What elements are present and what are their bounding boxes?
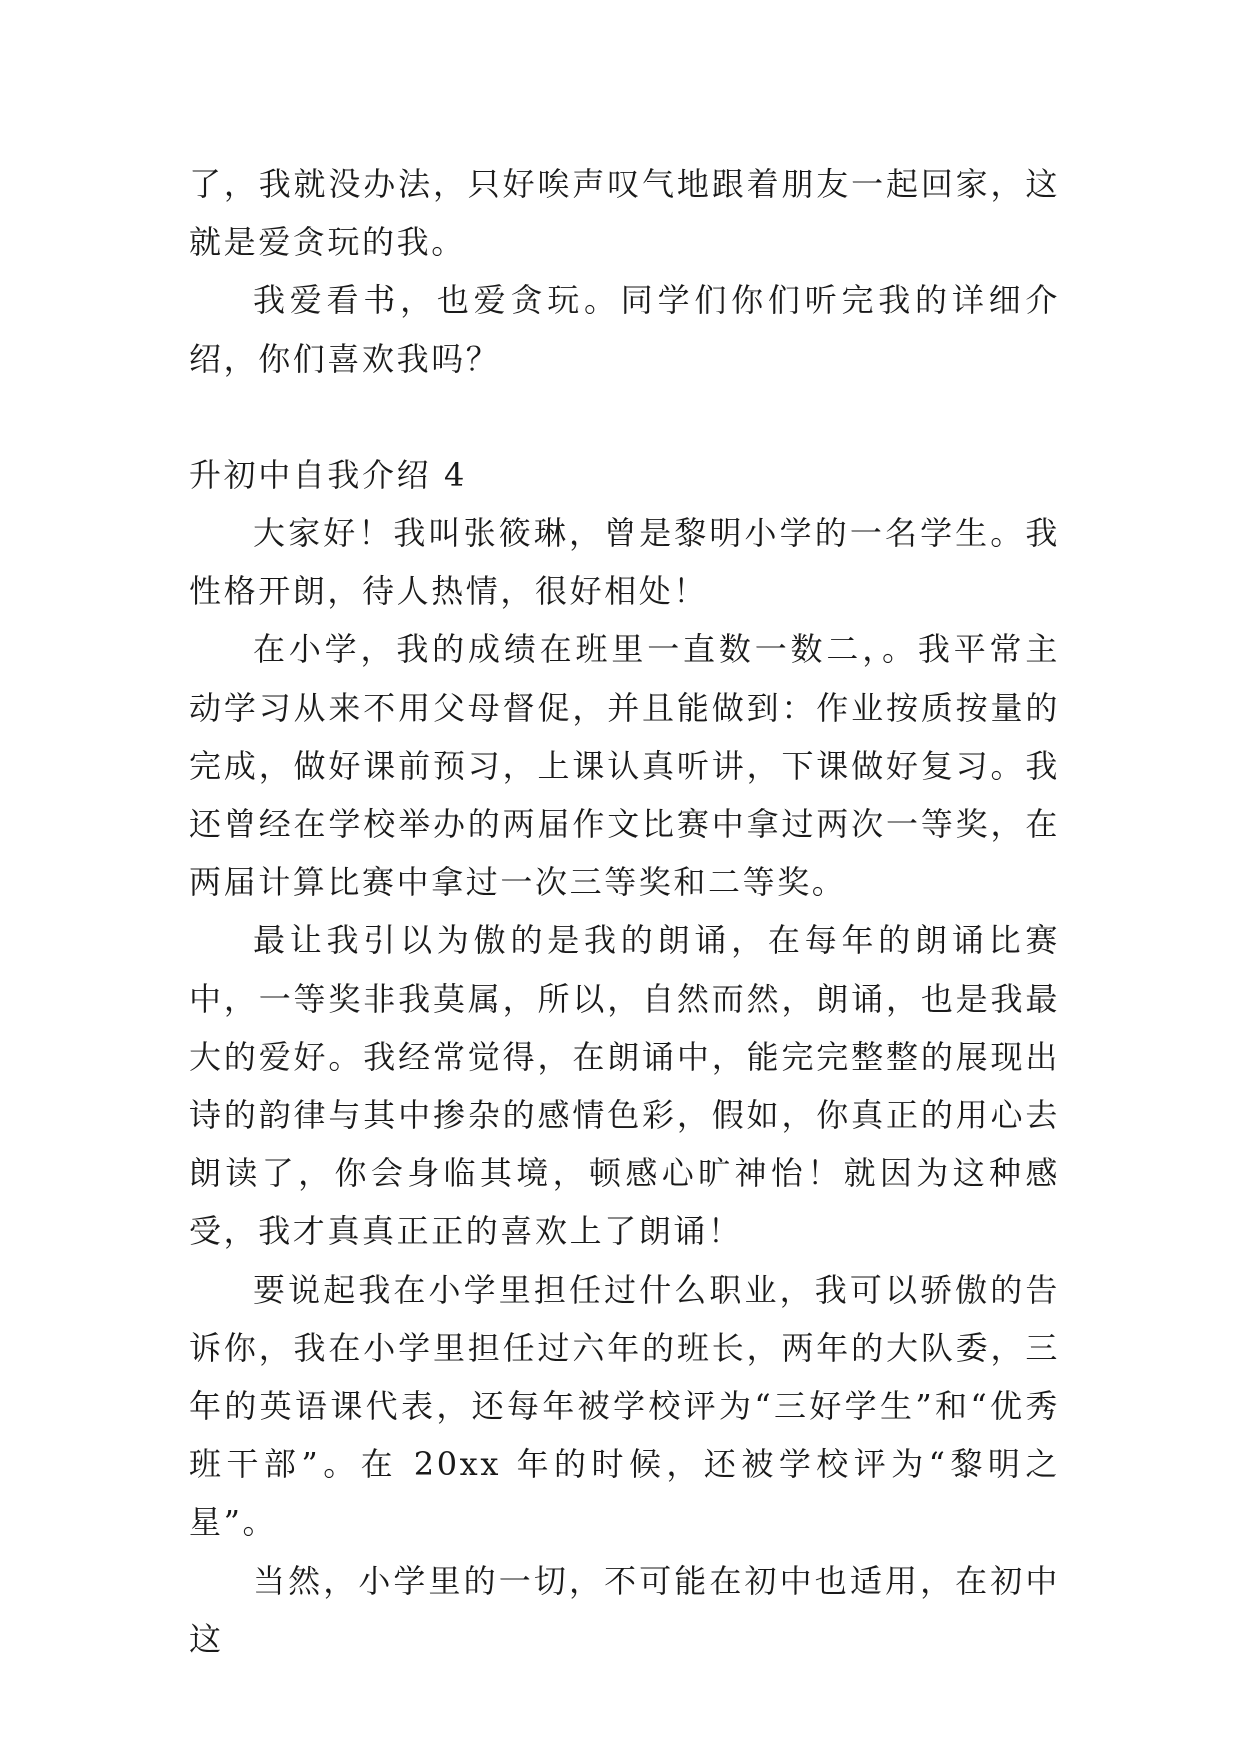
paragraph: 大家好！我叫张筱琳，曾是黎明小学的一名学生。我性格开朗，待人热情，很好相处！ bbox=[189, 514, 1060, 611]
paragraph: 最让我引以为傲的是我的朗诵，在每年的朗诵比赛中，一等奖非我莫属，所以，自然而然，朗诵，也是我最大的爱好。我经常觉得，在朗诵中，能完完整整的展现出诗的韵律与其中掺杂的感情色彩，假如，你真正的用心去朗读了，你会身临其境，顿感心旷神怡！就因为这种感受，我才真真正正的喜欢上了朗诵！ bbox=[189, 921, 1060, 1251]
paragraph: 我爱看书，也爱贪玩。同学们你们听完我的详细介绍，你们喜欢我吗？ bbox=[189, 281, 1060, 378]
paragraph: 在小学，我的成绩在班里一直数一数二，。我平常主动学习从来不用父母督促，并且能做到：作业按质按量的完成，做好课前预习，上课认真听讲，下课做好复习。我还曾经在学校举办的两届作文比赛中拿过两次一等奖，在两届计算比赛中拿过一次三等奖和二等奖。 bbox=[189, 630, 1060, 902]
document-body bbox=[189, 155, 1060, 1668]
paragraph: 了，我就没办法，只好唉声叹气地跟着朋友一起回家，这就是爱贪玩的我。 bbox=[189, 165, 1060, 262]
paragraph: 要说起我在小学里担任过什么职业，我可以骄傲的告诉你，我在小学里担任过六年的班长，两年的大队委，三年的英语课代表，还每年被学校评为“三好学生”和“优秀班干部”。在 20xx 年的时候，还被学校评为“黎明之星”。 bbox=[189, 1270, 1060, 1542]
section-heading: 升初中自我介绍 4 bbox=[189, 455, 467, 494]
paragraph: 当然，小学里的一切，不可能在初中也适用，在初中这 bbox=[189, 1561, 1060, 1658]
